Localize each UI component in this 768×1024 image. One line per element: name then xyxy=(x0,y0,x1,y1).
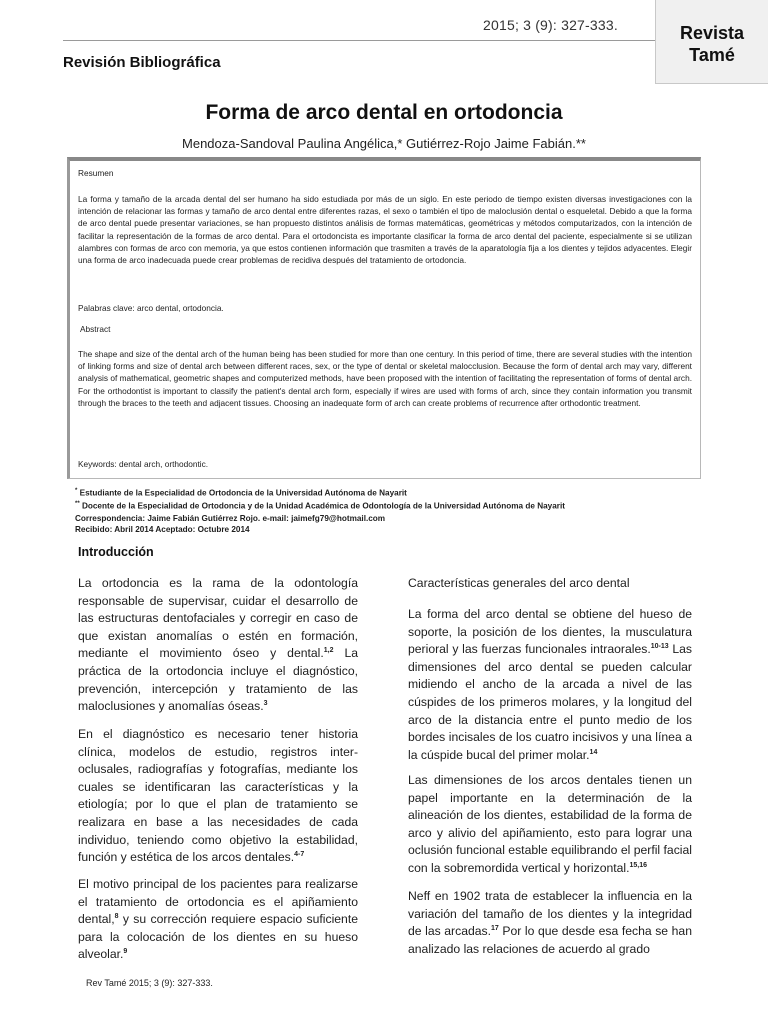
abstract-keywords: Keywords: dental arch, orthodontic. xyxy=(78,459,209,469)
intro-p3-text: El motivo principal de los pacientes para realizarse el tratamiento de ortodoncia es el apiñamiento dental, xyxy=(78,877,358,927)
journal-brand-box xyxy=(655,0,768,84)
char-p2-ref: 15,16 xyxy=(629,861,648,869)
char-p3-ref: 17 xyxy=(491,925,499,933)
abstract-body: The shape and size of the dental arch of the human being has been studied for more than one century. In this period of time, there are several studies with the intention of linking forms and size of dental arch between different races, sex, or the type of dental or skeletal malocclusion. Because the form of dental arch may vary, different analysis of mathematical, geometric shapes and computerized methods, have been proposed with the intention of facilitating the representation of forms of dental arch. For the orthodontist is important to classify the patient's dental arch form, especially if wires are used with forms of arch, since they contain information you transmit through the braces to the teeth and adjacent tissues. Choosing an inadequate form of arch can create problems of recurrence after orthodontic treatment. xyxy=(78,349,692,408)
char-p1b-text: Las dimensiones del arco dental se pueden calcular midiendo el ancho de la arcada a nivel de las cúspides de los primeros molares, y la longitud del arco de la distancia entre el punto medio de los bordes incisales de los cuatro incisivos y una línea a la cúspide bucal del primer molar. xyxy=(408,642,692,762)
intro-p3b-text: y su corrección requiere espacio suficiente para la colocación de los dientes en su hueso alveolar. xyxy=(78,912,358,962)
journal-citation-header: 2015; 3 (9): 327-333. xyxy=(483,17,618,33)
footnote-1-mark: * xyxy=(75,488,78,494)
characteristics-heading: Características generales del arco dental xyxy=(408,576,630,590)
char-p1-text: La forma del arco dental se obtiene del hueso de soporte, la posición de los dientes, la musculatura perioral y las fuerzas funcionales intraorales. xyxy=(408,607,692,657)
char-p3-text: Neff en 1902 trata de establecer la influencia en la variación del tamaño de los dientes y la integridad de las arcadas. xyxy=(408,889,692,939)
header-rule xyxy=(63,40,655,41)
intro-paragraph-2 xyxy=(78,726,358,867)
intro-p1-text: La ortodoncia es la rama de la odontología responsable de supervisar, cuidar el desarrollo de las estructuras dentofaciales y corregir en caso de que existan anomalías o estén en formación, mediante el movimiento óseo y dental. xyxy=(78,576,358,661)
char-p1b-ref: 14 xyxy=(589,748,598,756)
article-authors: Mendoza-Sandoval Paulina Angélica,* Gutiérrez-Rojo Jaime Fabián.** xyxy=(182,136,586,151)
correspondence: Correspondencia: Jaime Fabián Gutiérrez Rojo. e-mail: jaimefg79@hotmail.com xyxy=(75,513,386,523)
received-dates: Recibido: Abril 2014 Aceptado: Octubre 2014 xyxy=(75,525,250,535)
abstract-heading: Abstract xyxy=(80,324,111,334)
intro-p2-ref: 4-7 xyxy=(294,851,305,859)
intro-heading: Introducción xyxy=(78,545,154,559)
footnotes xyxy=(75,486,565,536)
intro-p1b-ref: 3 xyxy=(263,700,268,708)
char-p2-text: Las dimensiones de los arcos dentales tienen un papel importante en la determinación de la alineación de los dientes, estabilidad de la forma de arco y alivio del apiñamiento, esto para lograr una oclusión funcional estable equilibrando el perfil facial con la sobremordida vertical y horizontal. xyxy=(408,773,692,875)
resumen-keywords: Palabras clave: arco dental, ortodoncia. xyxy=(78,303,224,313)
intro-p3-ref: 8 xyxy=(114,913,119,921)
char-p3b-text: Por lo que desde esa fecha se han analizado las relaciones de acuerdo al grado xyxy=(408,924,692,956)
footnote-2 xyxy=(75,499,565,512)
section-label: Revisión Bibliográfica xyxy=(63,54,221,71)
resumen-heading: Resumen xyxy=(78,168,114,178)
footnote-1-text: Estudiante de la Especialidad de Ortodoncia de la Universidad Autónoma de Nayarit xyxy=(79,488,407,498)
characteristics-paragraph-2 xyxy=(408,772,692,878)
char-p1-ref: 10-13 xyxy=(650,643,669,651)
characteristics-paragraph-1 xyxy=(408,606,692,764)
resumen-body: La forma y tamaño de la arcada dental del ser humano ha sido estudiada por más de un siglo. En este periodo de tiempo existen diversas investigaciones con la intención de relacionar las formas y tamaño de arco dental entre diferentes razas, el sexo o también el tipo de maloclusión dental o esqueletal. Debido a que la forma de arco dental puede presentar variaciones, se han propuesto distintos análisis de formas matemáticas, geométricas y métodos computarizados, con la intención de facilitar la representación de la formas de arco dental. Para el ortodoncista es importante clasificar la forma de arco dental del paciente, especialmente si se utilizan alambres con formas de arco con memoria, ya que estos contienen información que trasmiten a través de la aparatología fija a los dientes y tejidos adyacentes. Elegir una forma de arco inadecuada puede crear problemas de recidiva después del tratamiento de ortodoncia. xyxy=(78,194,692,266)
characteristics-paragraph-3 xyxy=(408,888,692,958)
intro-p1b-text: La práctica de la ortodoncia incluye el diagnóstico, prevención, intercepción y tratamiento de las maloclusiones y anomalías óseas. xyxy=(78,646,358,714)
intro-p3b-ref: 9 xyxy=(123,948,128,956)
footnote-2-text: Docente de la Especialidad de Ortodoncia y de la Unidad Académica de Odontología de la Universidad Autónoma de Nayarit xyxy=(81,502,565,512)
article-title: Forma de arco dental en ortodoncia xyxy=(205,101,563,124)
footnote-2-mark: ** xyxy=(75,501,80,508)
intro-paragraph-3 xyxy=(78,876,358,964)
footnote-1 xyxy=(75,486,565,499)
intro-p1-ref: 1,2 xyxy=(323,647,334,655)
footer-citation: Rev Tamé 2015; 3 (9): 327-333. xyxy=(86,978,213,988)
brand-line-1: Revista xyxy=(679,23,745,43)
intro-p2-text: En el diagnóstico es necesario tener historia clínica, modelos de estudio, registros inter-oclusales, radiografías y fotografías, mediante los cuales se identificaran las características y la etiología; por lo que el plan de tratamiento se realizara en base a las necesidades de cada individuo, teniendo como objetivo la estabilidad, función y estética de los arcos dentales. xyxy=(78,727,358,865)
intro-paragraph-1 xyxy=(78,575,358,716)
brand-line-2: Tamé xyxy=(689,45,735,65)
